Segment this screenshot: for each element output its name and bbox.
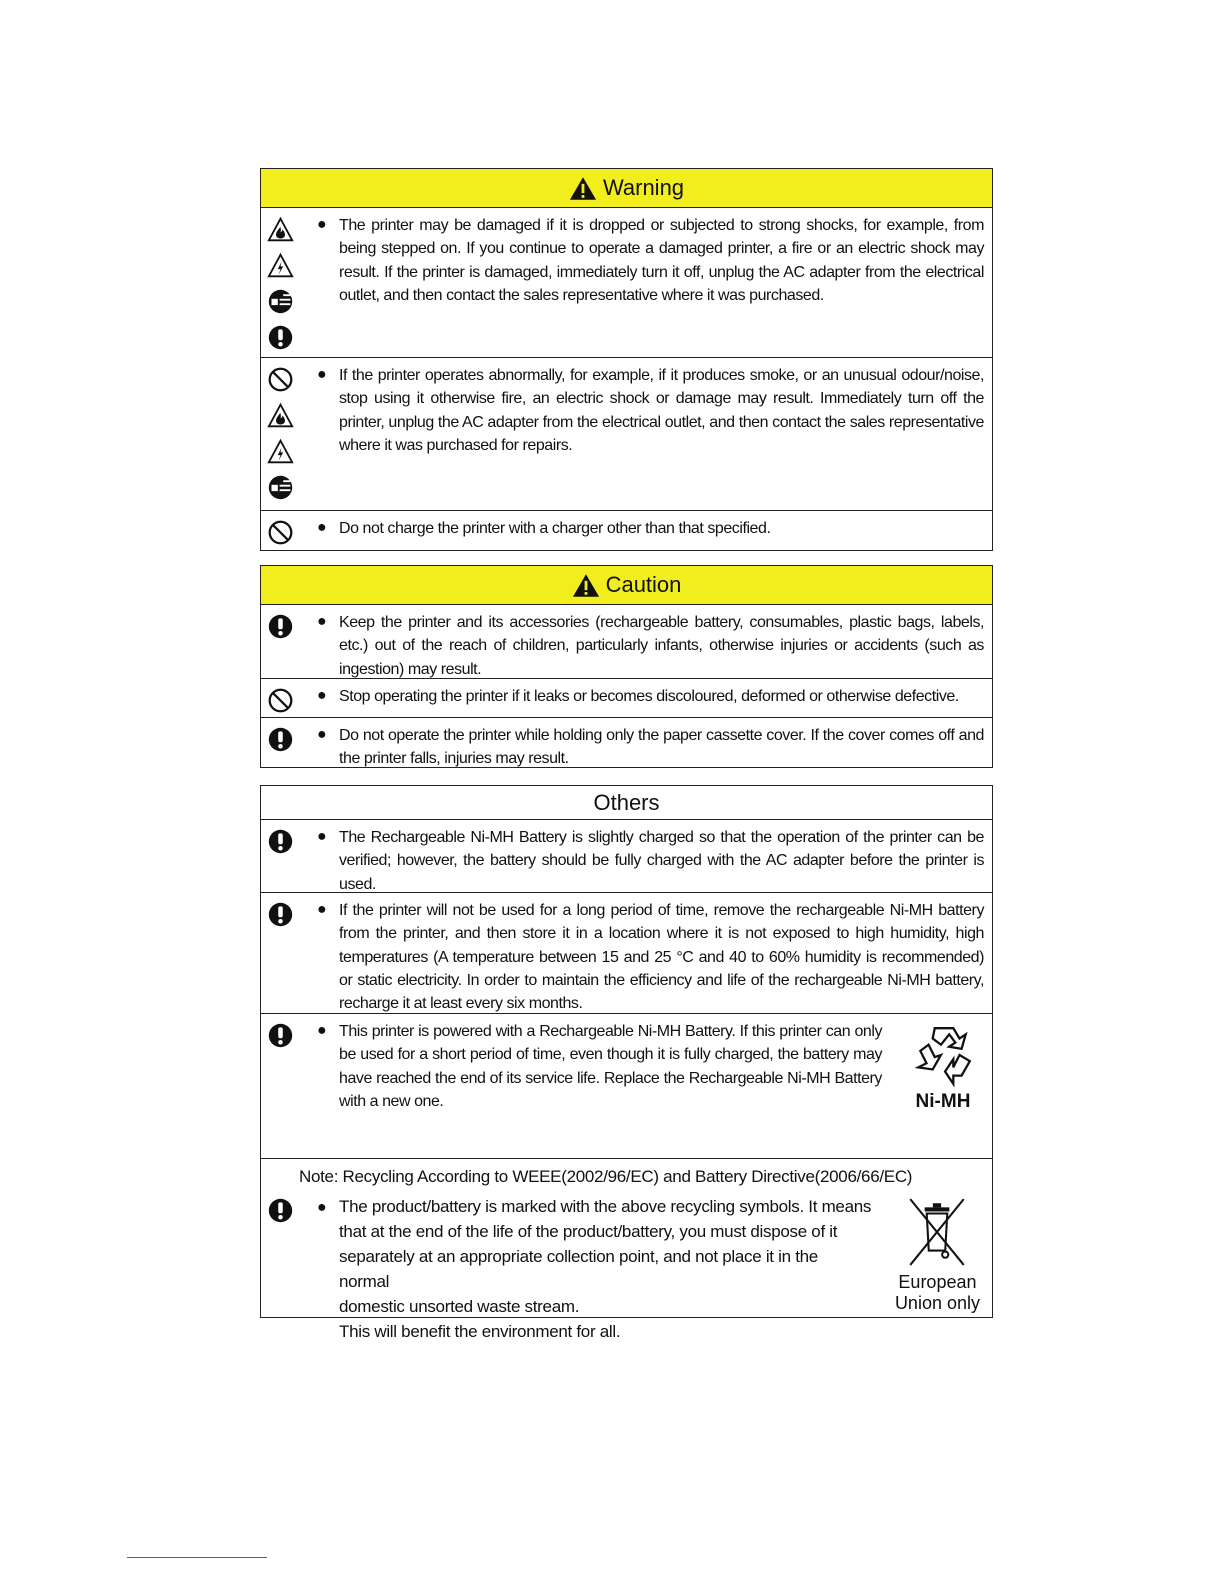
weee-symbol: [895, 1195, 980, 1314]
bullet: ●: [317, 687, 327, 704]
eu-label-1: European: [898, 1272, 977, 1292]
others-text: If the printer will not be used for a long period of time, remove the rechargeable Ni-MH battery from the printer, and then store it in a location where it is not exposed to high humidity, high temperatures (A temperature between 15 and 25 °C and 40 to 60% humidity is recommended) or static electricity. In order to maintain the efficiency and life of the rechargeable Ni-MH battery, recharge it at least every six months.: [339, 902, 984, 1013]
unplug-icon: [267, 288, 294, 315]
others-item: [261, 893, 992, 1014]
caution-title: Caution: [605, 572, 682, 597]
bullet: ●: [317, 828, 327, 845]
others-header: [261, 786, 992, 820]
prohibited-icon: [267, 366, 294, 393]
mandatory-icon: [267, 828, 294, 855]
others-title: Others: [593, 789, 660, 815]
caution-item: [261, 605, 992, 679]
warning-header: [261, 169, 992, 208]
mandatory-icon: [267, 1022, 294, 1049]
note-line: This will benefit the environment for all.: [339, 1322, 621, 1341]
bullet: ●: [317, 519, 327, 536]
caution-section: [260, 565, 993, 768]
warning-text: The printer may be damaged if it is dropped or subjected to strong shocks, for example, from being stepped on. If you continue to operate a damaged printer, a fire or an electric shock may result. If the printer is damaged, immediately turn it off, unplug the AC adapter from the electrical outlet, and then contact the sales representative where it was purchased.: [339, 217, 984, 304]
recycling-note: [261, 1159, 992, 1341]
recycle-icon: [912, 1022, 974, 1088]
note-line: that at the end of the life of the product/battery, you must dispose of it: [339, 1222, 838, 1241]
mandatory-icon: [267, 324, 294, 351]
note-line: The product/battery is marked with the above recycling symbols. It means: [339, 1197, 872, 1216]
crossed-bin-icon: [906, 1195, 968, 1267]
fire-warning-icon: [267, 216, 294, 243]
bullet: ●: [317, 726, 327, 743]
bullet: ●: [317, 1199, 327, 1216]
bullet: ●: [317, 366, 327, 383]
warning-triangle-icon: [569, 176, 597, 201]
caution-text: Stop operating the printer if it leaks or becomes discoloured, deformed or otherwise defective.: [339, 688, 959, 705]
prohibited-icon: [267, 687, 294, 714]
note-line: domestic unsorted waste stream.: [339, 1297, 580, 1316]
unplug-icon: [267, 474, 294, 501]
footer-line: [127, 1557, 267, 1558]
note-heading: Note: Recycling According to WEEE(2002/96/EC) and Battery Directive(2006/66/EC): [299, 1167, 913, 1186]
bullet: ●: [317, 613, 327, 630]
warning-title: Warning: [602, 175, 685, 200]
electric-shock-icon: [267, 438, 294, 465]
nimh-label: Ni-MH: [915, 1091, 971, 1112]
others-item: [261, 1014, 992, 1159]
bullet: ●: [317, 216, 327, 233]
warning-section: [260, 168, 993, 551]
note-line: separately at an appropriate collection point, and not place it in the normal: [339, 1247, 818, 1291]
fire-warning-icon: [267, 402, 294, 429]
warning-text: Do not charge the printer with a charger other than that specified.: [339, 520, 771, 537]
caution-header: [261, 566, 992, 605]
others-text: This printer is powered with a Rechargeable Ni-MH Battery. If this printer can only be used for a short period of time, even though it is fully charged, the battery may have reached the end of its service life. Replace the Rechargeable Ni-MH Battery with a new one.: [339, 1023, 882, 1110]
mandatory-icon: [267, 726, 294, 753]
prohibited-icon: [267, 519, 294, 546]
warning-triangle-icon: [572, 573, 600, 598]
bullet: ●: [317, 1022, 327, 1039]
caution-item: [261, 679, 992, 718]
mandatory-icon: [267, 1197, 294, 1224]
eu-label-2: Union only: [894, 1293, 980, 1313]
warning-text: If the printer operates abnormally, for example, if it produces smoke, or an unusual odour/noise, stop using it otherwise fire, an electric shock or damage may result. Immediately turn off the printer, unplug the AC adapter from the electrical outlet, and then contact the sales representative where it was purchased for repairs.: [339, 367, 984, 454]
warning-item: [261, 511, 992, 551]
others-item: [261, 820, 992, 893]
mandatory-icon: [267, 613, 294, 640]
others-section: [260, 785, 993, 1341]
warning-item: [261, 358, 992, 511]
nimh-recycle-symbol: [912, 1022, 974, 1113]
others-text: The Rechargeable Ni-MH Battery is slightly charged so that the operation of the printer can be verified; however, the battery should be fully charged with the AC adapter before the printer is used.: [339, 829, 984, 893]
mandatory-icon: [267, 901, 294, 928]
bullet: ●: [317, 901, 327, 918]
electric-shock-icon: [267, 252, 294, 279]
warning-item: [261, 208, 992, 358]
caution-text: Keep the printer and its accessories (rechargeable battery, consumables, plastic bags, labels, etc.) out of the reach of children, particularly infants, otherwise injuries or accidents (such as ingestion) may result.: [339, 614, 984, 678]
caution-item: [261, 718, 992, 768]
caution-text: Do not operate the printer while holding only the paper cassette cover. If the cover comes off and the printer falls, injuries may result.: [339, 727, 984, 768]
